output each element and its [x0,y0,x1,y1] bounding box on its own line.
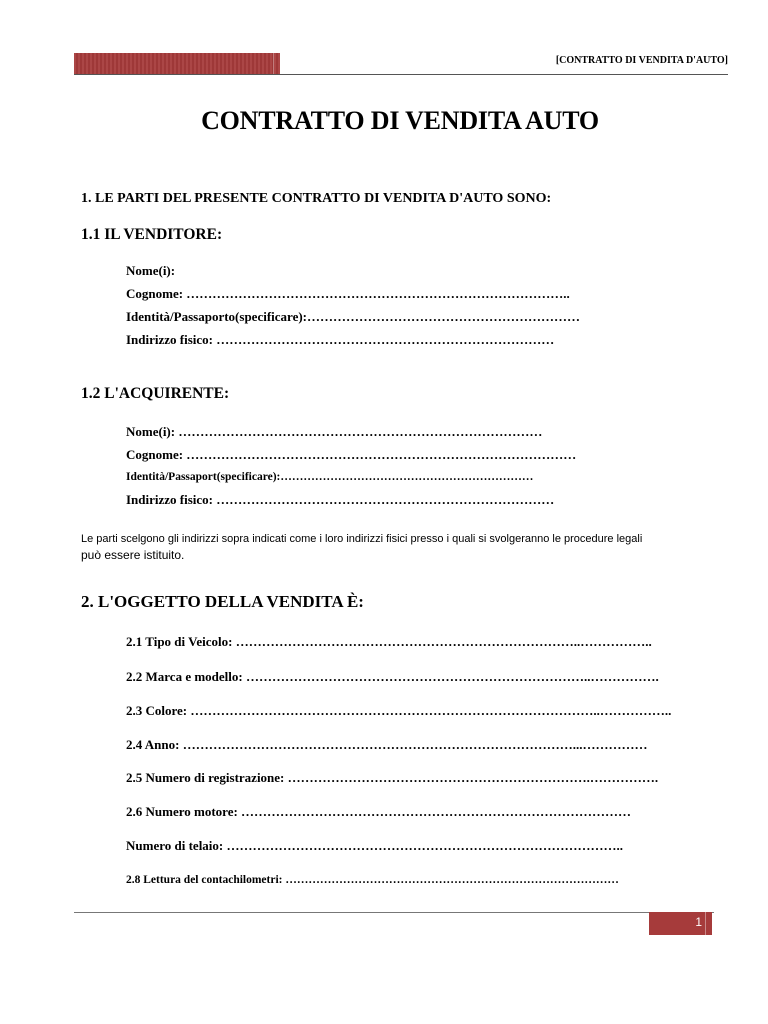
legal-note [81,531,721,563]
buyer-address-field: Indirizzo fisico: …………………………………………………………………… [126,492,555,507]
color-field: 2.3 Colore: …………………………………………………………………………………..…………….. [126,703,672,718]
section-2-heading: 2. L'OGGETTO DELLA VENDITA È: [81,592,364,611]
seller-name-field: Nome(i): [126,263,176,278]
seller-surname-field: Cognome: …………………………………………………………………………….. [126,286,570,301]
page-number-box [649,912,712,935]
buyer-heading: 1.2 L'ACQUIRENTE: [81,385,230,402]
page-number: 1 [695,915,702,929]
seller-id-field: Identità/Passaporto(specificare):……………………………………………………… [126,309,581,324]
buyer-surname-field: Cognome: ……………………………………………………………………………… [126,447,577,462]
seller-address-field: Indirizzo fisico: …………………………………………………………………… [126,332,555,347]
year-field: 2.4 Anno: ………………………………………………………………………………...…………… [126,737,648,752]
section-1-heading: 1. LE PARTI DEL PRESENTE CONTRATTO DI VENDITA D'AUTO SONO: [81,191,552,206]
running-header: [CONTRATTO DI VENDITA D'AUTO] [555,55,728,66]
header-rule [74,74,728,75]
registration-number-field: 2.5 Numero di registrazione: …………………………………………………………….……………. [126,770,659,785]
engine-number-field: 2.6 Numero motore: ……………………………………………………………………………… [126,804,632,819]
seller-heading: 1.1 IL VENDITORE: [81,226,223,243]
odometer-reading-field: 2.8 Lettura del contachilometri: …………………………………………………………………………… [126,874,619,886]
buyer-id-field: Identità/Passaport(specificare):………………………………………………………… [126,471,534,483]
buyer-name-field: Nome(i): ………………………………………………………………………… [126,424,543,439]
chassis-number-field: Numero di telaio: ……………………………………………………………………………….. [126,838,623,853]
legal-note-line-2: può essere istituito. [81,548,185,562]
vehicle-type-field: 2.1 Tipo di Veicolo: ……………………………………………………………………..…………….. [126,634,652,649]
make-model-field: 2.2 Marca e modello: ……………………………………………………………………..……………. [126,669,659,684]
footer-rule [74,912,714,913]
document-title: CONTRATTO DI VENDITA AUTO [201,106,599,135]
header-accent-bar [74,53,280,74]
legal-note-line-1: Le parti scelgono gli indirizzi sopra indicati come i loro indirizzi fisici presso i quali si svolgeranno le procedure legali [81,533,643,545]
